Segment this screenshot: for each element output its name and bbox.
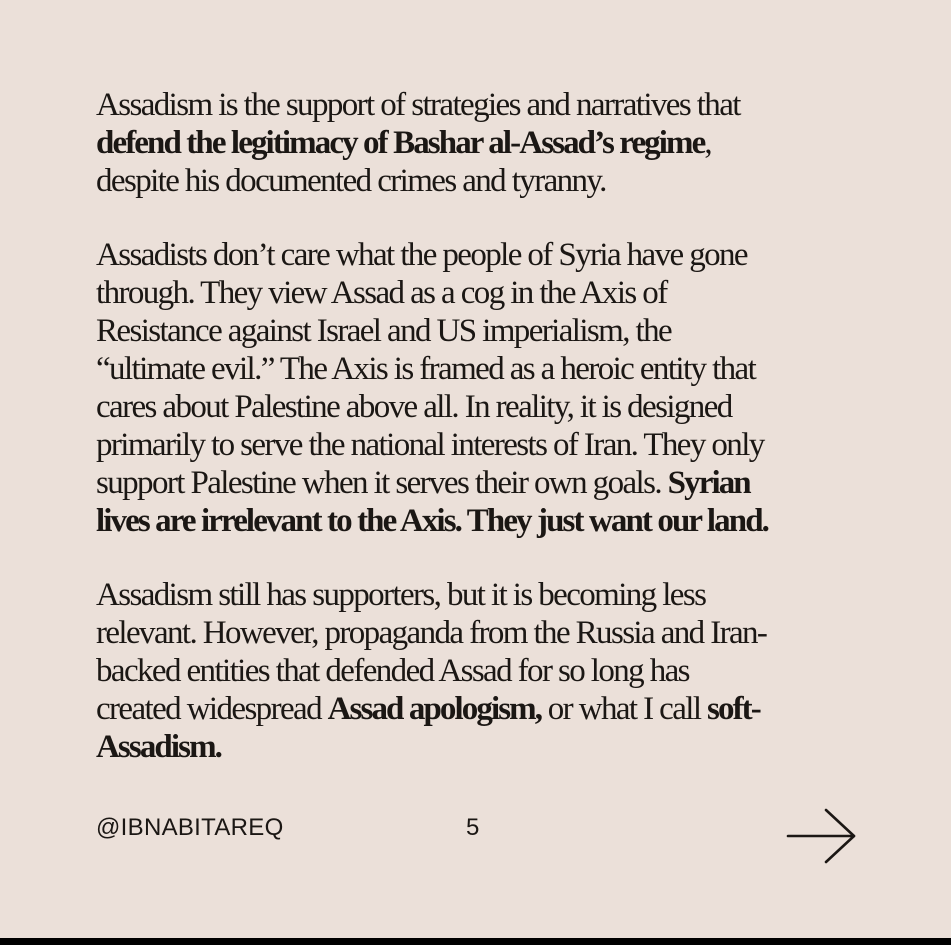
- bold-text: Assad apologism,: [327, 691, 542, 727]
- text-segment: or what I call: [541, 691, 708, 727]
- body-text: [96, 86, 856, 802]
- text-line: [96, 426, 856, 464]
- text-segment: despite his documented crimes and tyranny.: [96, 163, 606, 199]
- paragraph: [96, 576, 856, 766]
- bold-text: defend the legitimacy of Bashar al-Assad’s regime: [96, 125, 705, 161]
- bold-text: Assadism.: [96, 729, 222, 765]
- text-line: [96, 350, 856, 388]
- text-segment: Resistance against Israel and US imperialism, the: [96, 313, 672, 349]
- text-line: [96, 86, 856, 124]
- text-line: [96, 464, 856, 502]
- bold-text: lives are irrelevant to the Axis. They just want our land.: [96, 503, 769, 539]
- text-segment: relevant. However, propaganda from the Russia and Iran-: [96, 615, 767, 651]
- text-line: [96, 728, 856, 766]
- paragraph: [96, 86, 856, 200]
- text-line: [96, 312, 856, 350]
- text-segment: through. They view Assad as a cog in the Axis of: [96, 275, 667, 311]
- text-line: [96, 162, 856, 200]
- bottom-bar: [0, 938, 951, 945]
- footer: [0, 808, 951, 868]
- text-line: [96, 236, 856, 274]
- text-segment: Assadism still has supporters, but it is becoming less: [96, 577, 706, 613]
- bold-text: soft-: [707, 691, 760, 727]
- text-segment: support Palestine when it serves their own goals.: [96, 465, 668, 501]
- text-line: [96, 690, 856, 728]
- text-segment: cares about Palestine above all. In reality, it is designed: [96, 389, 732, 425]
- text-segment: backed entities that defended Assad for so long has: [96, 653, 689, 689]
- text-line: [96, 502, 856, 540]
- text-segment: Assadism is the support of strategies and narratives that: [96, 87, 740, 123]
- text-line: [96, 652, 856, 690]
- arrow-right-icon[interactable]: [786, 808, 858, 864]
- text-line: [96, 388, 856, 426]
- author-handle: @IBNABITAREQ: [96, 814, 284, 841]
- text-segment: primarily to serve the national interests of Iran. They only: [96, 427, 764, 463]
- bold-text: Syrian: [667, 465, 750, 501]
- text-line: [96, 124, 856, 162]
- text-segment: “ultimate evil.” The Axis is framed as a heroic entity that: [96, 351, 756, 387]
- text-segment: Assadists don’t care what the people of Syria have gone: [96, 237, 747, 273]
- text-line: [96, 576, 856, 614]
- text-segment: created widespread: [96, 691, 328, 727]
- text-segment: ,: [704, 125, 712, 161]
- text-line: [96, 274, 856, 312]
- text-line: [96, 614, 856, 652]
- paragraph: [96, 236, 856, 540]
- page-number: 5: [466, 814, 480, 841]
